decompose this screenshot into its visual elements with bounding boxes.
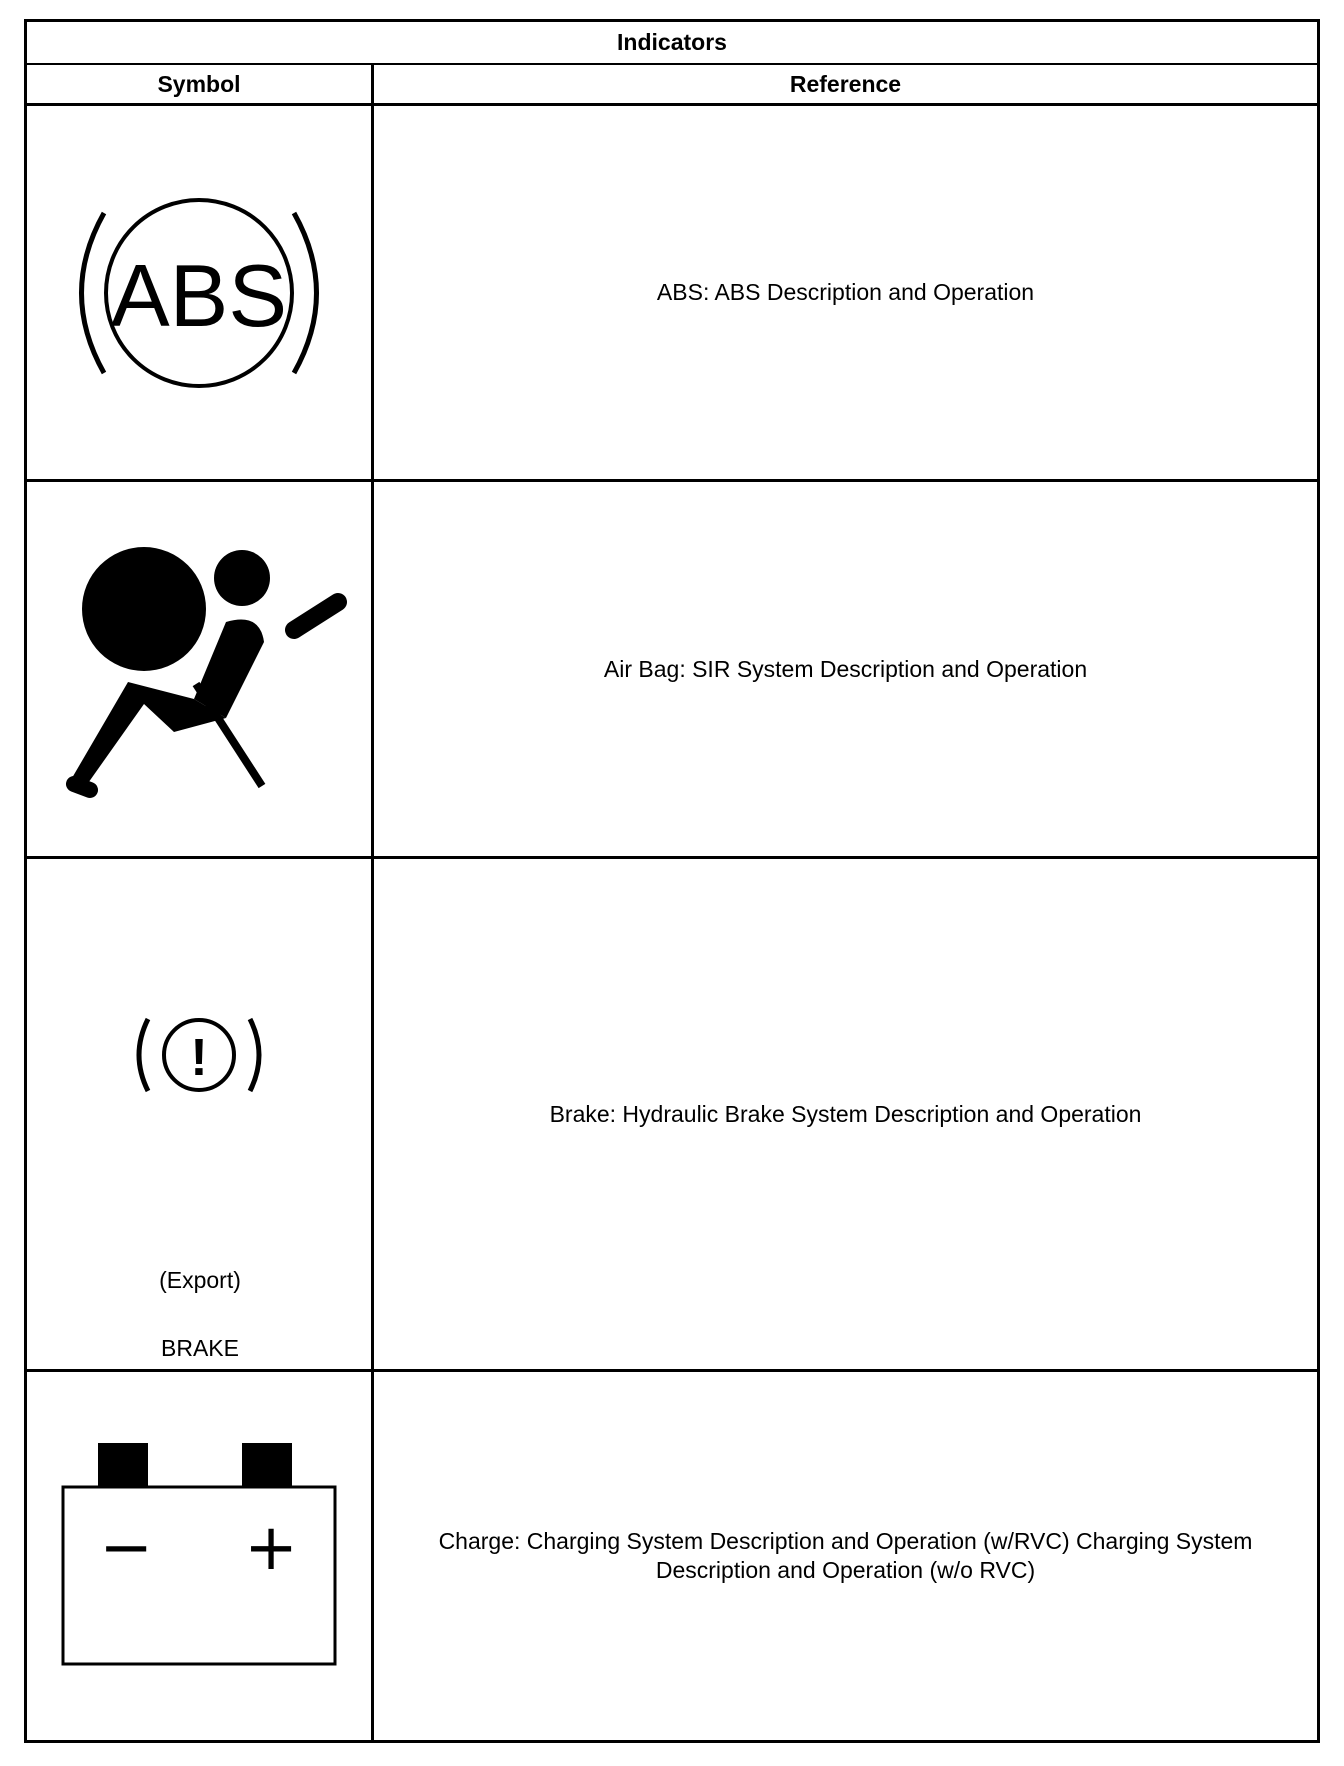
table-row-airbag-symbol (27, 482, 371, 856)
battery-minus-sign: − (99, 1511, 153, 1585)
brake-text-caption: BRAKE (161, 1335, 239, 1361)
table-row-abs-reference: ABS: ABS Description and Operation (656, 279, 1035, 305)
brake-icon-text: ! (190, 1029, 208, 1087)
brake-export-caption: (Export) (159, 1267, 241, 1293)
table-row-airbag-reference: Air Bag: SIR System Description and Operation (603, 655, 1088, 682)
battery-charge-icon (54, 1441, 344, 1671)
abs-icon-text: ABS (110, 245, 288, 345)
battery-plus-sign: + (244, 1511, 298, 1585)
table-row-abs-symbol (27, 106, 371, 479)
table-border-bottom (24, 1740, 1320, 1743)
table-border-right (1317, 19, 1320, 1743)
table-row-brake-symbol (27, 1010, 371, 1100)
airbag-warning-icon (44, 534, 354, 804)
brake-warning-icon (134, 1013, 264, 1097)
table-title: Indicators (617, 29, 727, 55)
table-row-charge-reference: Charge: Charging System Description and Operation (w/RVC) Charging System Description and Operation (w/o RVC) (438, 1528, 1253, 1583)
table-row-charge-symbol (27, 1372, 371, 1740)
abs-warning-icon (69, 193, 329, 393)
symbol-column-header: Symbol (157, 70, 241, 97)
reference-column-header: Reference (789, 70, 902, 97)
table-row-brake-reference: Brake: Hydraulic Brake System Description and Operation (549, 1100, 1142, 1127)
